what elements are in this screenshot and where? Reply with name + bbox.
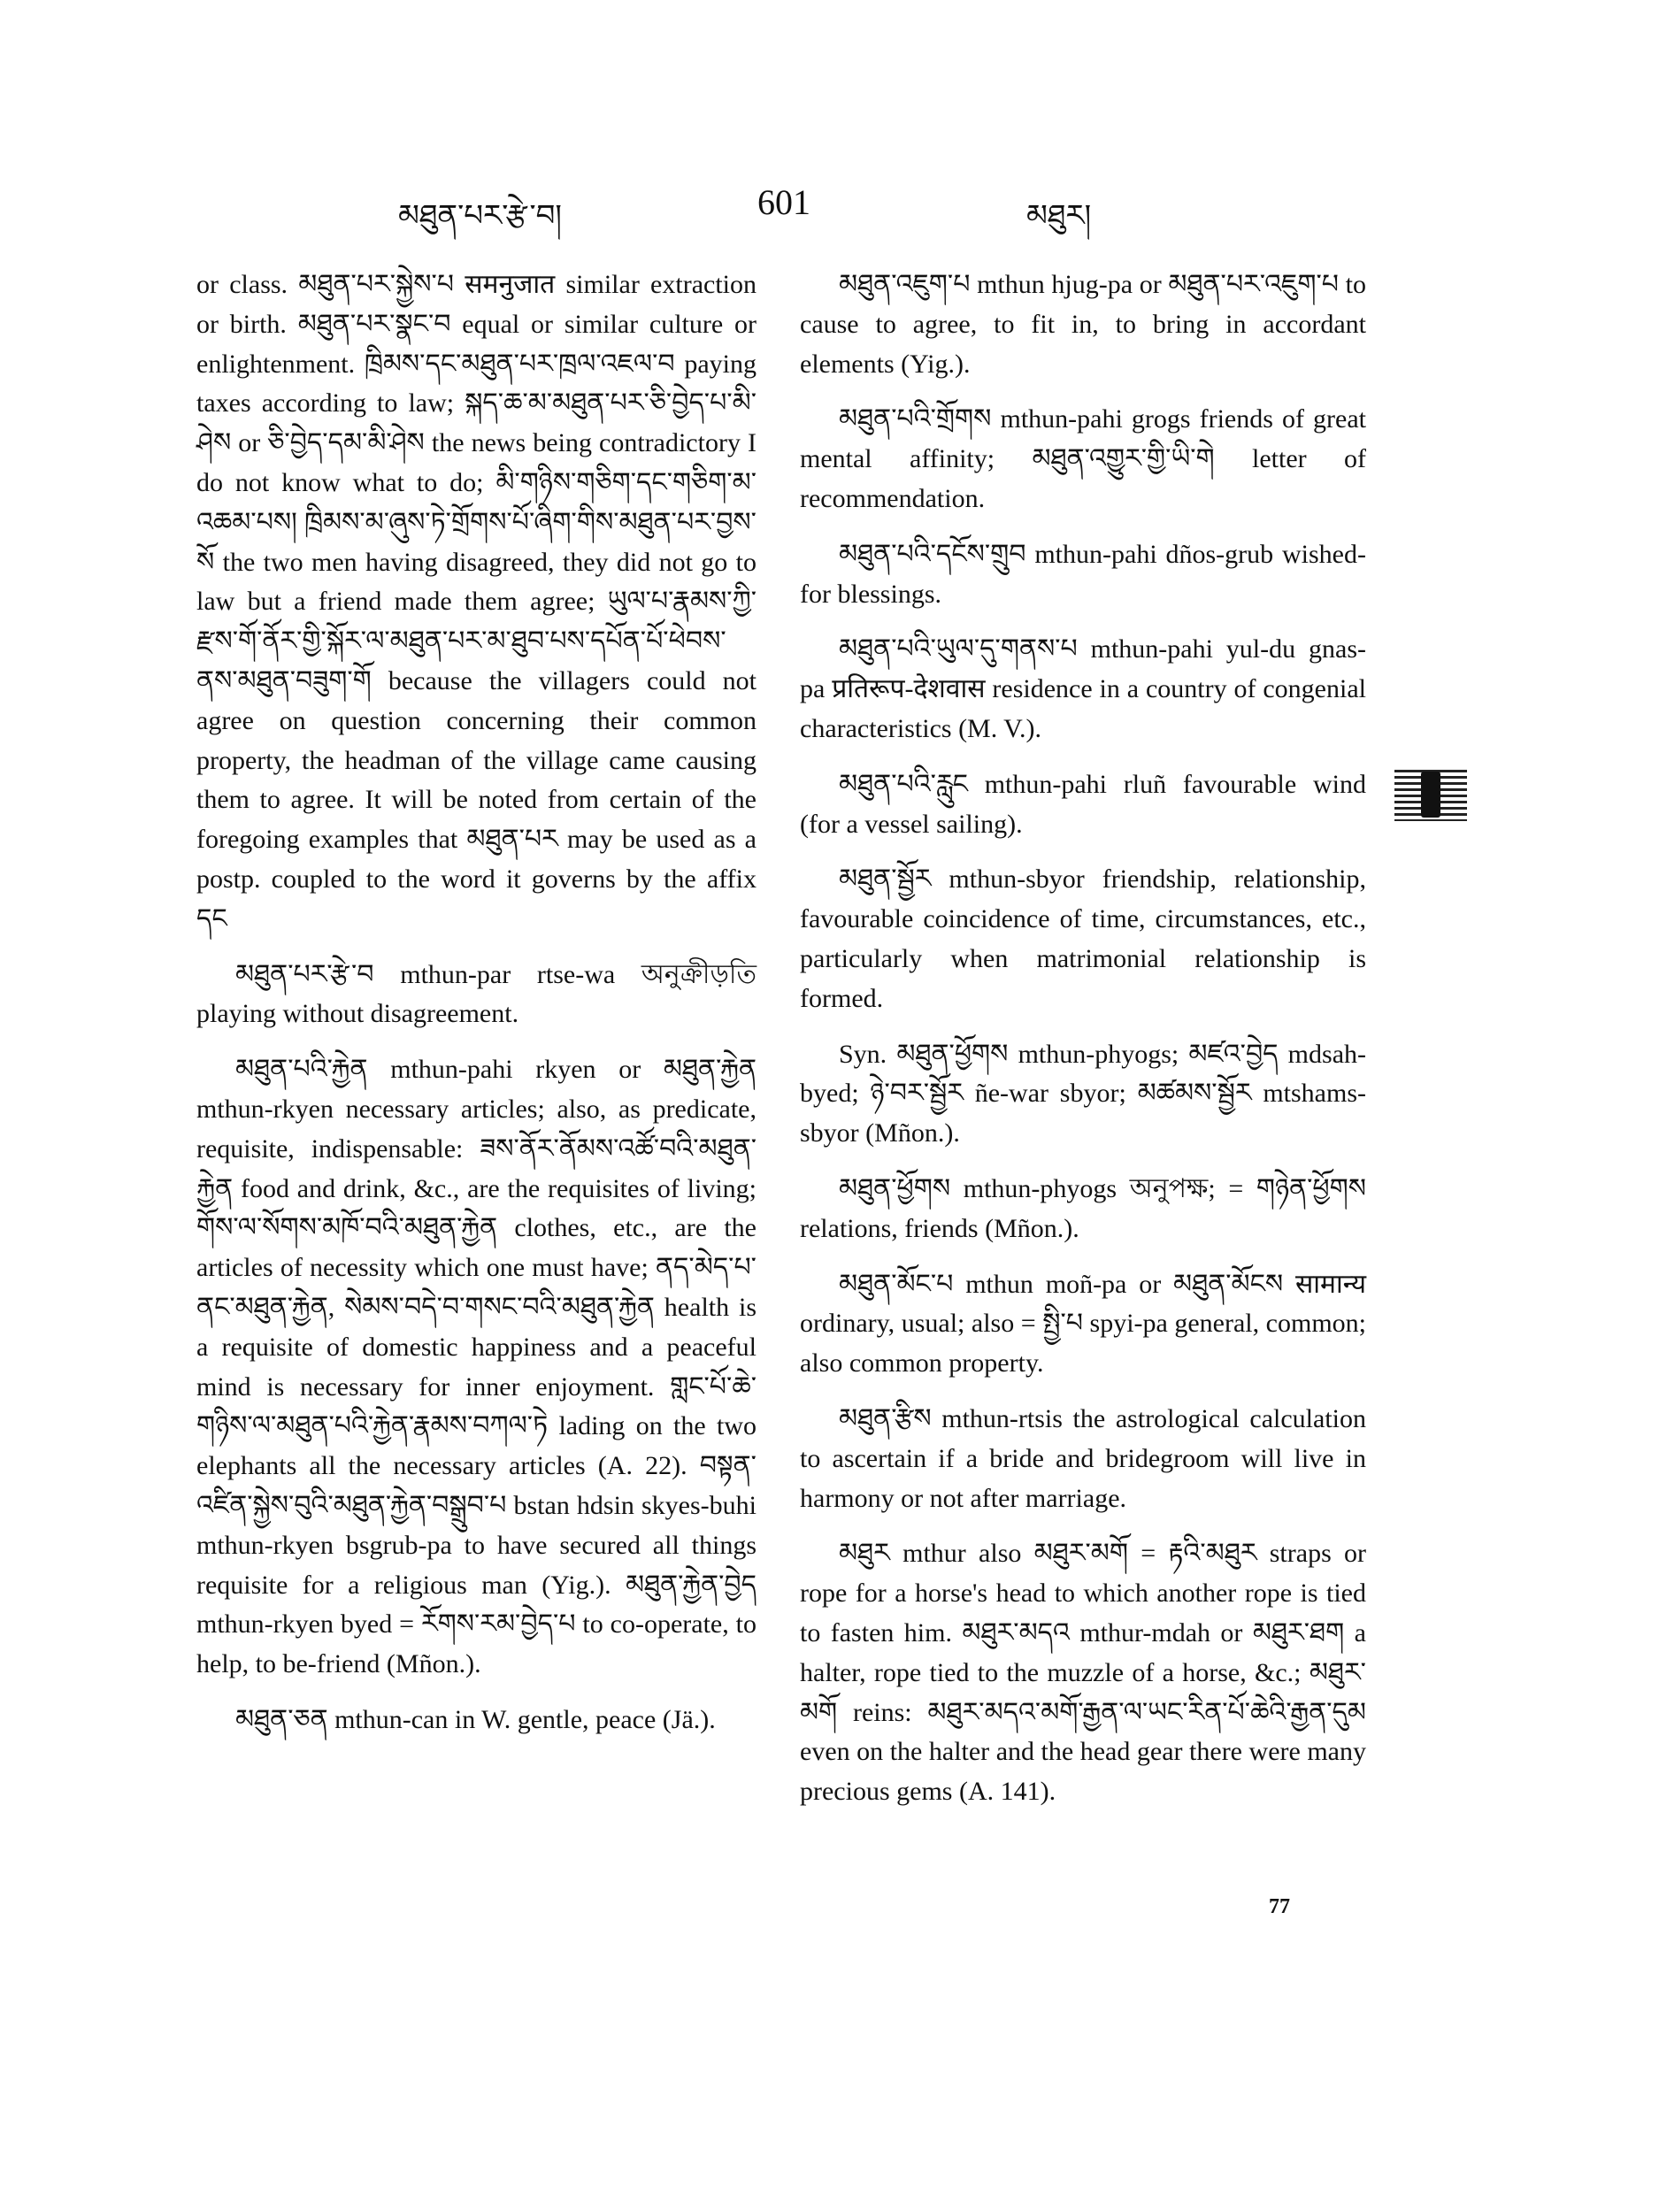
entry-paragraph: མཐུར mthur also མཐུར་མགོ = རྟའི་མཐུར straps or rope for a horse's head to which another rope is tied to fasten him. མཐུར་མདའ mthur-mdah or མཐུར་ཐག a halter, rope tied to the muzzle of a horse, &c.; མཐུར་མགོ reins: མཐུར་མདའ་མགོ་རྒྱན་ལ་ཡང་རིན་པོ་ཆེའི་རྒྱན་དུམ even on the halter and the head gear there were many precious gems (A. 141). bbox=[800, 1539, 1366, 1807]
thumb-index-tab bbox=[1394, 770, 1467, 821]
running-head-right: མཐུར། bbox=[1026, 198, 1092, 234]
entry-paragraph: མཐུན་པའི་ཡུལ་དུ་གནས་པ mthun-pahi yul-du gnas-pa प्रतिरूप-देशवास residence in a country of congenial characteristics (M. V.). bbox=[800, 634, 1366, 743]
running-head-left: མཐུན་པར་རྩེ་བ། bbox=[398, 198, 562, 234]
entry-paragraph: མཐུན་པར་རྩེ་བ mthun-par rtse-wa অনুক্রীড়তি playing without disagreement. bbox=[196, 959, 757, 1029]
right-column bbox=[800, 265, 1366, 1828]
page-number: 601 bbox=[757, 182, 810, 222]
entry-paragraph: མཐུན་པའི་དངོས་གྲུབ mthun-pahi dños-grub wished-for blessings. bbox=[800, 539, 1366, 609]
thumb-index-letter bbox=[1421, 772, 1440, 818]
entry-paragraph: མཐུན་ཕྱོགས mthun-phyogs অনুপক্ষ; = གཉེན་ཕྱོགས relations, friends (Mñon.). bbox=[800, 1173, 1366, 1243]
entry-paragraph: མཐུན་པའི་རླུང mthun-pahi rluñ favourable wind (for a vessel sailing). bbox=[800, 769, 1366, 839]
entry-paragraph: Syn. མཐུན་ཕྱོགས mthun-phyogs; མཛའ་བྱེད mdsah-byed; ཉེ་བར་སྦྱོར ñe-war sbyor; མཚམས་སྦྱོར mtshams-sbyor (Mñon.). bbox=[800, 1039, 1366, 1148]
entry-paragraph: མཐུན་པའི་རྐྱེན mthun-pahi rkyen or མཐུན་རྐྱེན mthun-rkyen necessary articles; also, as predicate, requisite, indispensable: ཟས་ནོར་ནོམས་འཚོ་བའི་མཐུན་རྐྱེན food and drink, &c., are the requisites of living; གོས་ལ་སོགས་མཁོ་བའི་མཐུན་རྐྱེན clothes, etc., are the articles of necessity which one must have; ནད་མེད་པ་ནང་མཐུན་རྐྱེན, སེམས་བདེ་བ་གསང་བའི་མཐུན་རྐྱེན health is a requisite of domestic happiness and a peaceful mind is necessary for inner enjoyment. གླང་པོ་ཆེ་གཉིས་ལ་མཐུན་པའི་རྐྱེན་རྣམས་བཀལ་ཏེ lading on the two elephants all the necessary articles (A. 22). བསྟན་འཛིན་སྐྱེས་བུའི་མཐུན་རྐྱེན་བསྒྲུབ་པ bstan hdsin skyes-buhi mthun-rkyen bsgrub-pa to have secured all things requisite for a religious man (Yig.). མཐུན་རྐྱེན་བྱེད mthun-rkyen byed = རོགས་རམ་བྱེད་པ to co-operate, to help, to be-friend (Mñon.). bbox=[196, 1055, 757, 1679]
signature-mark: 77 bbox=[1269, 1895, 1290, 1918]
entry-paragraph: མཐུན་མོང་པ mthun moñ-pa or མཐུན་མོངས सामान्य ordinary, usual; also = སྤྱི་པ spyi-pa general, common; also common property. bbox=[800, 1269, 1366, 1379]
entry-paragraph: མཐུན་པའི་གྲོགས mthun-pahi grogs friends of great mental affinity; མཐུན་འགྱུར་གྱི་ཡི་གེ letter of recommendation. bbox=[800, 404, 1366, 513]
entry-paragraph: མཐུན་འཇུག་པ mthun hjug-pa or མཐུན་པར་འཇུག་པ to cause to agree, to fit in, to bring in accordant elements (Yig.). bbox=[800, 270, 1366, 379]
entry-paragraph: or class. མཐུན་པར་སྐྱེས་པ समनुजात similar extraction or birth. མཐུན་པར་སྣང་བ equal or similar culture or enlightenment. ཁྲིམས་དང་མཐུན་པར་ཁྲལ་འཇལ་བ paying taxes according to law; སྐད་ཆ་མ་མཐུན་པར་ཅི་བྱེད་པ་མི་ཤེས or ཅི་བྱེད་དམ་མི་ཤེས the news being contradictory I do not know what to do; མི་གཉིས་གཅིག་དང་གཅིག་མ་འཆམ་པས། ཁྲིམས་མ་ཞུས་ཏེ་གྲོགས་པོ་ཞིག་གིས་མཐུན་པར་བྱས་སོ the two men having disagreed, they did not go to law but a friend made them agree; ཡུལ་པ་རྣམས་ཀྱི་ རྫས་གོ་ནོར་གྱི་སྐོར་ལ་མཐུན་པར་མ་ཐུབ་པས་དཔོན་པོ་ཕེབས་ནས་མཐུན་བཟུག་གོ because the villagers could not agree on question concerning their common property, the headman of the village came causing them to agree. It will be noted from certain of the foregoing examples that མཐུན་པར may be used as a postp. coupled to the word it governs by the affix དང bbox=[196, 270, 757, 933]
entry-paragraph: མཐུན་རྩིས mthun-rtsis the astrological calculation to ascertain if a bride and bridegroom will live in harmony or not after marriage. bbox=[800, 1403, 1366, 1513]
entry-paragraph: མཐུན་སྦྱོར mthun-sbyor friendship, relationship, favourable coincidence of time, circumstances, etc., particularly when matrimonial relationship is formed. bbox=[800, 864, 1366, 1013]
entry-paragraph: མཐུན་ཅན mthun-can in W. gentle, peace (Jä.). bbox=[235, 1704, 716, 1734]
left-column bbox=[196, 265, 757, 1756]
